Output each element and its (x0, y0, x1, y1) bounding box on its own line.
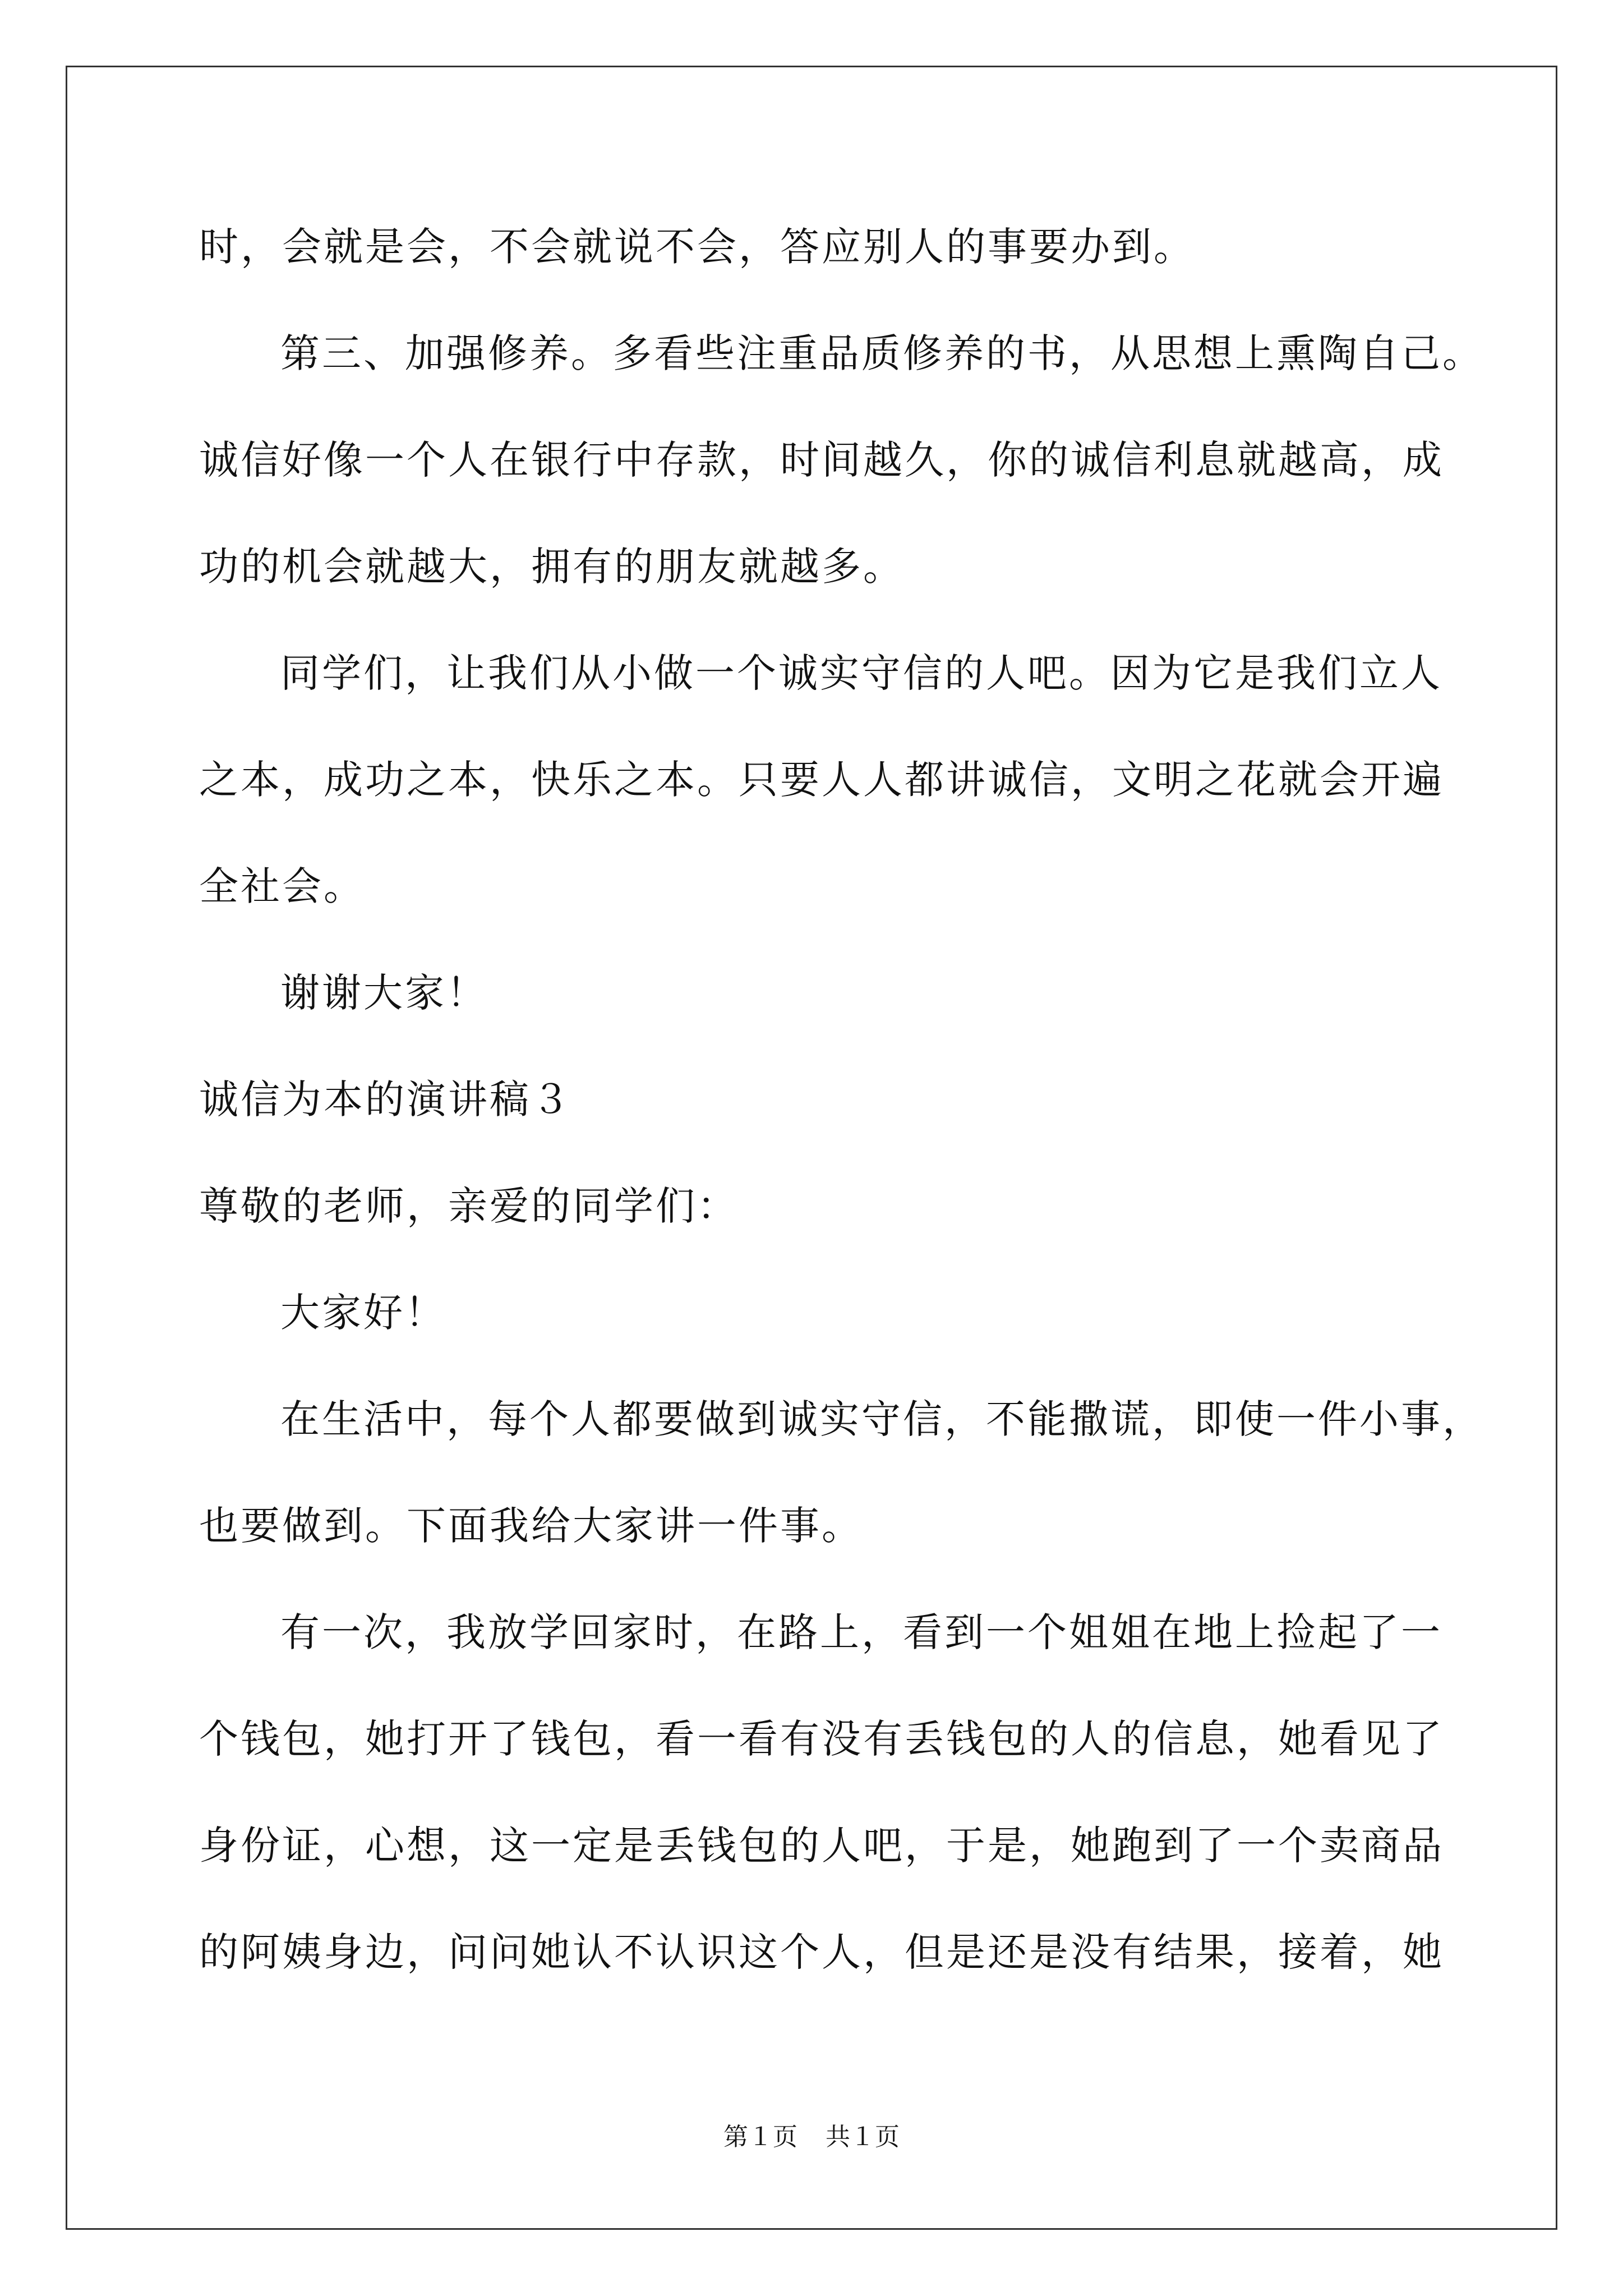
text-line: 诚信好像一个人在银行中存款，时间越久，你的诚信利息就越高，成 (199, 437, 1444, 483)
closing-line: 谢谢大家！ (280, 970, 488, 1016)
paragraph-line: 在生活中，每个人都要做到诚实守信，不能撒谎，即使一件小事， (280, 1396, 1484, 1442)
text-line: 功的机会就越大，拥有的朋友就越多。 (199, 544, 905, 590)
section-title: 诚信为本的演讲稿３ (199, 1076, 573, 1122)
text-line: 时，会就是会，不会就说不会，答应别人的事要办到。 (199, 224, 1195, 270)
paragraph-line: 同学们，让我们从小做一个诚实守信的人吧。因为它是我们立人 (280, 650, 1442, 696)
text-line: 全社会。 (199, 863, 365, 909)
page-border (66, 66, 1557, 2230)
text-line: 之本，成功之本，快乐之本。只要人人都讲诚信，文明之花就会开遍 (199, 757, 1444, 803)
page-total: 共１页 (826, 2123, 900, 2151)
paragraph-line: 第三、加强修养。多看些注重品质修养的书，从思想上熏陶自己。 (280, 330, 1484, 376)
text-line: 的阿姨身边，问问她认不认识这个人，但是还是没有结果，接着，她 (199, 1929, 1444, 1975)
page-footer (0, 2120, 1623, 2154)
text-line: 身份证，心想，这一定是丢钱包的人吧，于是，她跑到了一个卖商品 (199, 1823, 1444, 1869)
page-number: 第１页 (723, 2123, 797, 2151)
greeting: 大家好！ (280, 1290, 446, 1336)
text-line: 个钱包，她打开了钱包，看一看有没有丢钱包的人的信息，她看见了 (199, 1716, 1444, 1762)
text-line: 也要做到。下面我给大家讲一件事。 (199, 1503, 863, 1549)
salutation: 尊敬的老师，亲爱的同学们： (199, 1183, 739, 1229)
paragraph-line: 有一次，我放学回家时，在路上，看到一个姐姐在地上捡起了一 (280, 1609, 1442, 1655)
